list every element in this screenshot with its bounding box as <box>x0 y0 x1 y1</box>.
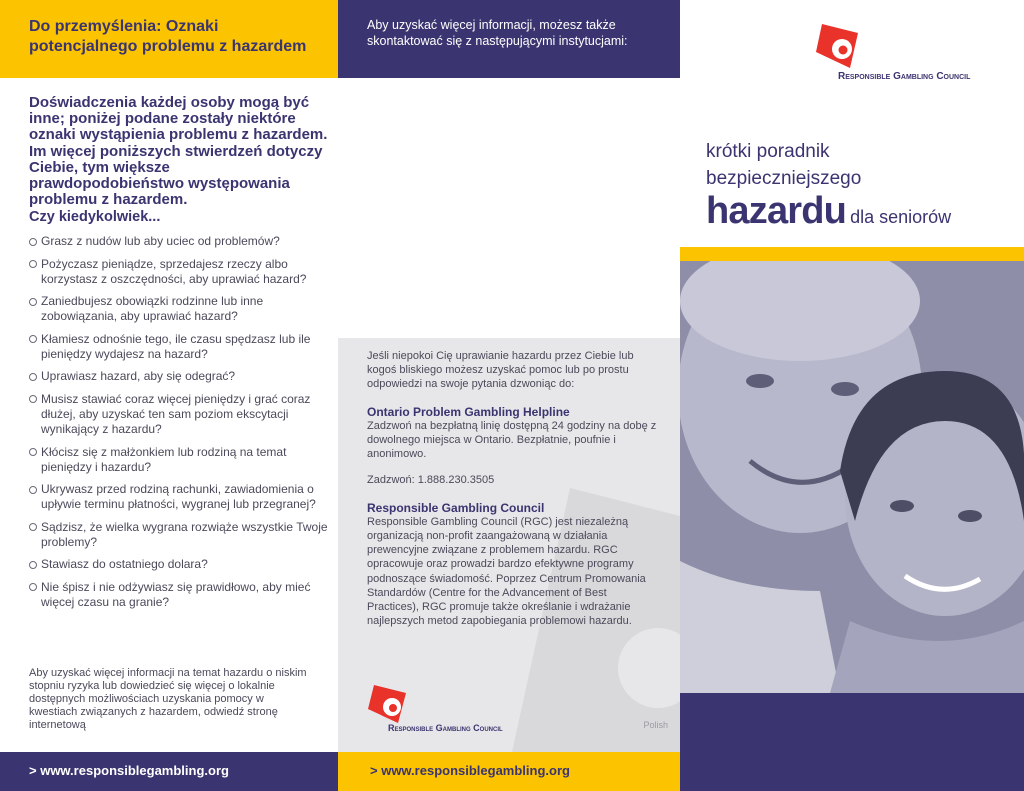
senior-couple-image <box>680 261 1024 693</box>
cover-title-big: hazardu <box>706 190 847 232</box>
checklist-item <box>29 369 329 384</box>
checklist-question: Czy kiedykolwiek... <box>29 209 161 225</box>
circle-bullet-icon <box>29 486 37 494</box>
rgc-logo-text: Responsible Gambling Council <box>388 723 503 733</box>
senior-couple-photo <box>680 261 1024 693</box>
yellow-stripe <box>680 247 1024 261</box>
cover-title <box>706 138 1024 236</box>
contacts-header-text: Aby uzyskać więcej informacji, możesz także skontaktować się z następującymi instytucjami: <box>367 18 628 48</box>
circle-bullet-icon <box>29 335 37 343</box>
checklist-item-text: Zaniedbujesz obowiązki rodzinne lub inne zobowiązania, aby uprawiać hazard? <box>41 294 264 324</box>
rgc-logo <box>810 24 990 84</box>
checklist-item-text: Nie śpisz i nie odżywiasz się prawidłowo, aby mieć więcej czasu na granie? <box>41 579 311 609</box>
checklist-item <box>29 332 329 362</box>
circle-bullet-icon <box>29 523 37 531</box>
contacts-header <box>338 0 680 78</box>
cover-title-line1: krótki poradnik <box>706 141 830 162</box>
signs-checklist <box>29 234 329 618</box>
checklist-item-text: Sądzisz, że wielka wygrana rozwiąże wszystkie Twoje problemy? <box>41 519 328 549</box>
circle-bullet-icon <box>29 260 37 268</box>
contacts-intro: Jeśli niepokoi Cię uprawianie hazardu przez Ciebie lub kogoś bliskiego możesz uzyskać pomoc lub po prostu odpowiedzi na swoje pytania dzwoniąc do: <box>367 350 634 391</box>
contacts-panel <box>338 338 680 752</box>
rgc-logo-text: Responsible Gambling Council <box>838 71 971 82</box>
checklist-item <box>29 580 329 610</box>
cover-title-line3 <box>706 190 1024 236</box>
helpline-text: Zadzwoń na bezpłatną linię dostępną 24 godziny na dobę z dowolnego miejsca w Ontario. Bezpłatnie, poufnie i anonimowo. <box>367 419 657 461</box>
checklist-item-text: Kłamiesz odnośnie tego, ile czasu spędzasz lub ile pieniędzy wydajesz na hazard? <box>41 331 311 361</box>
signs-header <box>0 0 338 78</box>
circle-bullet-icon <box>29 561 37 569</box>
language-label: Polish <box>643 720 668 730</box>
signs-header-title: Do przemyślenia: Oznaki potencjalnego problemu z hazardem <box>29 18 307 55</box>
circle-bullet-icon <box>29 583 37 591</box>
contacts-column <box>338 0 680 791</box>
checklist-item <box>29 445 329 475</box>
website-link[interactable]: > www.responsiblegambling.org <box>370 763 570 778</box>
rgc-description: Responsible Gambling Council (RGC) jest niezależną organizacją non-profit zaangażowaną w działania prewencyjne związane z problemem hazardu. RGC opracowuje oraz prowadzi bardzo efektywne programy podnoszące świadomość. Poprzez Centrum Promowania Standardów (Centre for the Advancement of Best Practices), RGC promuje także określanie i wdrażanie najlepszych metod zapobiegania problemowi hazardu. <box>367 515 646 628</box>
circle-bullet-icon <box>29 298 37 306</box>
cover-bottom-bar <box>680 693 1024 791</box>
checklist-item-text: Uprawiasz hazard, aby się odegrać? <box>41 369 236 384</box>
checklist-item <box>29 294 329 324</box>
signs-intro: Doświadczenia każdej osoby mogą być inne; poniżej podane zostały niektóre oznaki wystąpienia problemu z hazardem. Im więcej poniższych stwierdzeń dotyczy Ciebie, tym większe prawdopodobieństwo występowania problemu z hazardem. <box>29 94 328 209</box>
helpline-phone: Zadzwoń: 1.888.230.3505 <box>367 474 495 487</box>
middle-url-bar <box>338 752 680 791</box>
helpline-title: Ontario Problem Gambling Helpline <box>367 404 570 419</box>
cover-title-small: dla seniorów <box>850 207 952 227</box>
circle-bullet-icon <box>29 238 37 246</box>
checklist-item <box>29 557 329 572</box>
more-info-text: Aby uzyskać więcej informacji na temat hazardu o niskim stopniu ryzyka lub dowiedzieć się więcej o lokalnie dostępnych możliwościach uzyskania pomocy w kwestiach związanych z hazardem, odwiedź stronę internetową <box>29 667 307 731</box>
checklist-item-text: Ukrywasz przed rodziną rachunki, zawiadomienia o upływie terminu płatności, wygranej lub przegranej? <box>41 482 316 512</box>
cover-title-line2: bezpieczniejszego <box>706 168 862 189</box>
checklist-item-text: Musisz stawiać coraz więcej pieniędzy i grać coraz dłużej, aby uzyskać ten sam poziom ekscytacji wynikający z hazardu? <box>41 391 311 436</box>
checklist-item-text: Kłócisz się z małżonkiem lub rodziną na temat pieniędzy i hazardu? <box>41 444 287 474</box>
website-link[interactable]: > www.responsiblegambling.org <box>29 763 229 778</box>
checklist-item <box>29 234 329 249</box>
left-url-bar <box>0 752 338 791</box>
checklist-item-text: Grasz z nudów lub aby uciec od problemów? <box>41 234 280 248</box>
circle-bullet-icon <box>29 448 37 456</box>
checklist-item <box>29 257 329 287</box>
signs-column <box>0 0 338 791</box>
circle-bullet-icon <box>29 395 37 403</box>
contacts-body <box>367 349 657 628</box>
checklist-item-text: Stawiasz do ostatniego dolara? <box>41 557 208 572</box>
checklist-item <box>29 482 329 512</box>
checklist-item-text: Pożyczasz pieniądze, sprzedajesz rzeczy albo korzystasz z oszczędności, aby uprawiać hazard? <box>41 256 307 286</box>
cover-column <box>680 0 1024 791</box>
rgc-logo <box>368 685 568 735</box>
rgc-title: Responsible Gambling Council <box>367 500 545 515</box>
circle-bullet-icon <box>29 373 37 381</box>
checklist-item <box>29 392 329 437</box>
checklist-item <box>29 520 329 550</box>
